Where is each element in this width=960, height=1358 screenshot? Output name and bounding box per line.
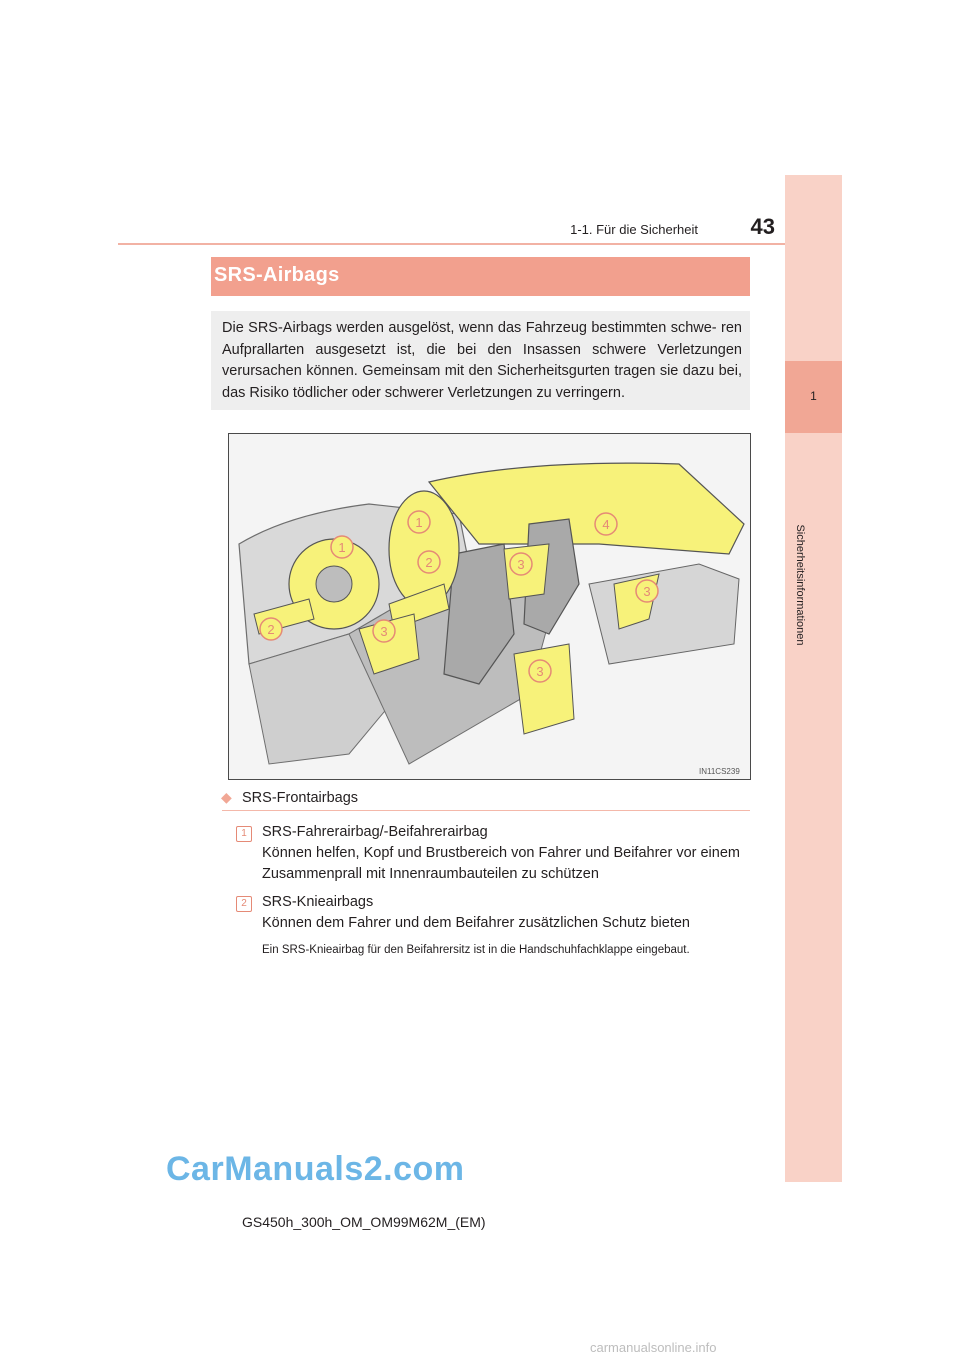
callout-3d [529,660,551,682]
callout-1a [408,511,430,533]
chapter-title: Sicherheitsinformationen [794,524,806,646]
header-divider [118,243,842,245]
watermark-logo: CarManuals2.com [166,1150,465,1188]
section-divider [222,810,750,811]
intro-text: Die SRS-Airbags werden ausgelöst, wenn das Fahrzeug bestimmten schwe- ren Aufprallarten ausgesetzt ist, die bei den Insassen schwere Verletzungen verursachen können. Gemeinsam mit den Sicherheitsgurten tragen sie dazu bei, das Risiko tödlicher oder schwerer Verletzungen zu verringern. [222,320,742,401]
svg-text:3: 3 [536,664,544,679]
section-heading: SRS-Frontairbags [242,790,359,806]
page-title: SRS-Airbags [214,264,340,286]
item-note-2: Ein SRS-Knieairbag für den Beifahrersitz ist in die Handschuhfachklappe eingebaut. [262,944,690,956]
passenger-airbag [389,491,459,607]
item-desc-1a: Können helfen, Kopf und Brustbereich von Fahrer und Beifahrer vor einem [262,845,740,861]
callout-3b [636,580,658,602]
callout-3c [373,620,395,642]
side-airbag-rear-left [514,644,574,734]
figure-code: IN11CS239 [699,767,740,776]
diamond-icon: ◆ [221,789,232,805]
callout-1b [331,536,353,558]
item-number-2: 2 [236,896,252,912]
item-number-1: 1 [236,826,252,842]
svg-text:3: 3 [517,557,525,572]
svg-text:1: 1 [415,515,423,530]
item-title-2: SRS-Knieairbags [262,894,374,910]
item-desc-1b: Zusammenprall mit Innenraumbauteilen zu schützen [262,866,599,882]
callout-2a [418,551,440,573]
svg-text:4: 4 [602,517,610,532]
svg-text:3: 3 [380,624,388,639]
svg-text:3: 3 [643,584,651,599]
chapter-number: 1 [810,389,817,403]
footer-code: GS450h_300h_OM_OM99M62M_(EM) [242,1214,486,1230]
callout-3a [510,553,532,575]
svg-text:2: 2 [425,555,433,570]
callout-2b [260,618,282,640]
callout-4 [595,513,617,535]
page-number: 43 [750,214,775,239]
svg-text:1: 1 [338,540,346,555]
side-strip [785,175,842,1182]
section-label: 1-1. Für die Sicherheit [570,222,698,237]
item-title-1: SRS-Fahrerairbag/-Beifahrerairbag [262,824,488,840]
svg-text:2: 2 [267,622,275,637]
item-desc-2: Können dem Fahrer und dem Beifahrer zusätzlichen Schutz bieten [262,915,690,931]
car-interior-drawing [229,434,750,779]
airbag-illustration [228,433,751,780]
watermark-bottom: carmanualsonline.info [590,1340,717,1355]
